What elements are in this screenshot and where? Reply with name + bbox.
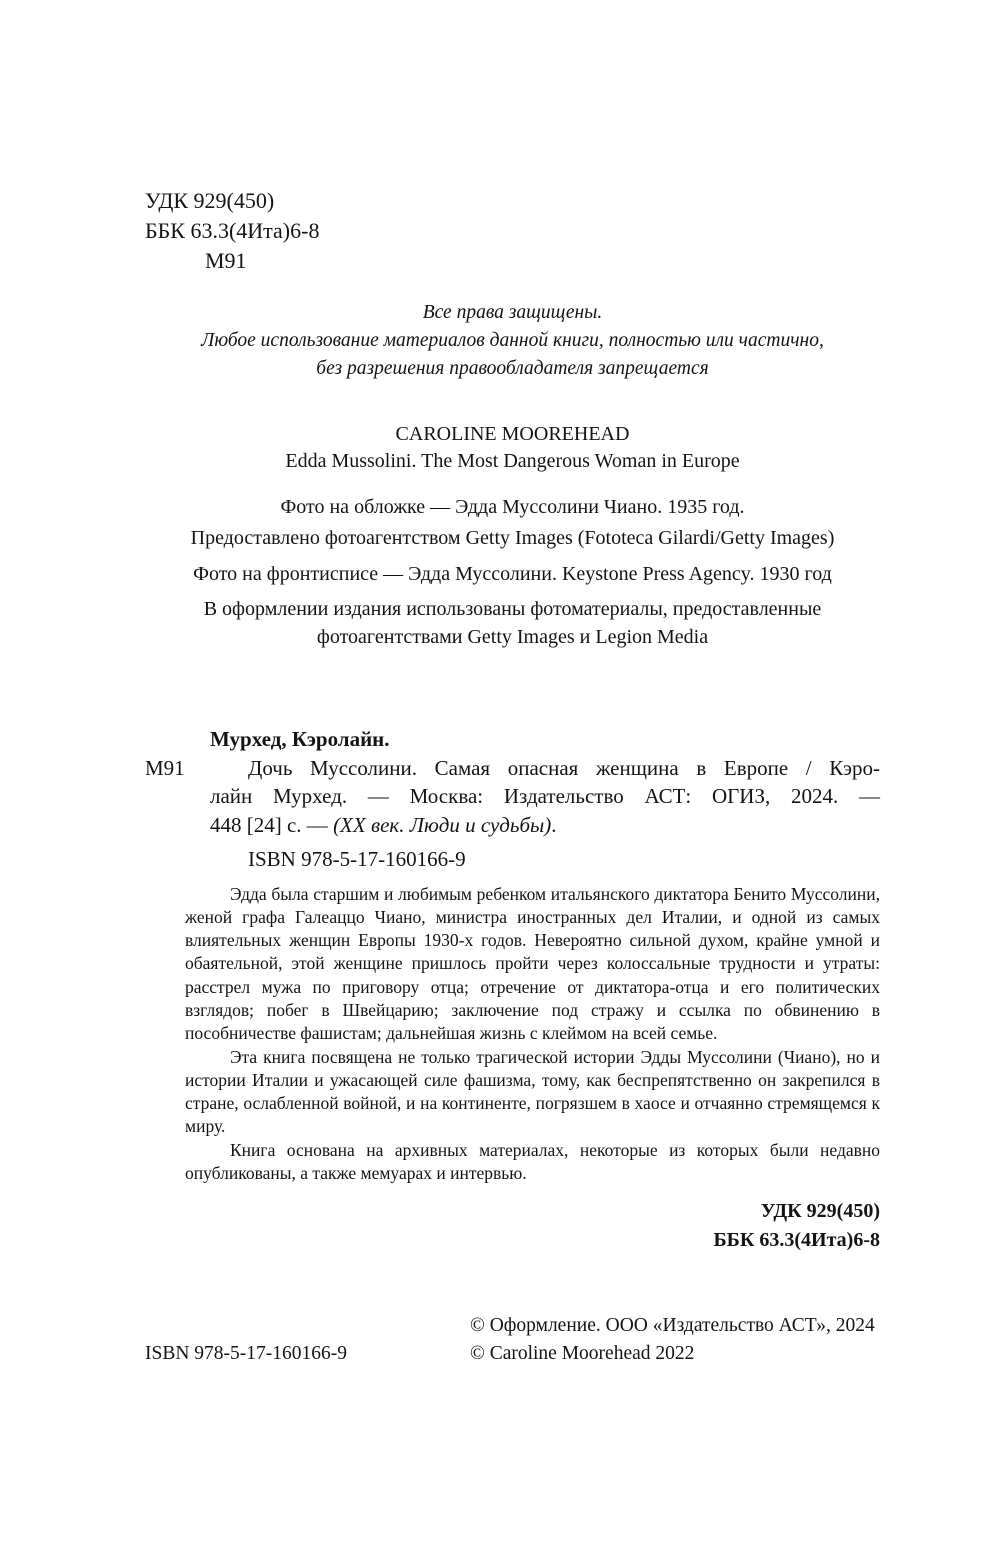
bbk-top-label: ББК 63.3(4Ита)6-8 [145, 218, 320, 243]
rights-line-3: без разрешения правообладателя запрещается [316, 358, 709, 379]
design-credit-line-2: фотоагентствами Getty Images и Legion Media [316, 626, 709, 648]
catalog-line-3 [210, 811, 880, 840]
design-credit [145, 595, 880, 651]
catalog-line-3-end: . [551, 812, 557, 837]
copyright-author: © Caroline Moorehead 2022 [470, 1343, 695, 1364]
original-edition-block [145, 421, 880, 475]
cover-photo-credit-line-2: Предоставлено фотоагентством Getty Images (Fototeca Gilardi/Getty Images) [190, 527, 835, 549]
book-code-top: М91 [205, 248, 247, 273]
design-credit-line-1: В оформлении издания использованы фотоматериалы, предоставленные [203, 598, 822, 620]
catalog-pages: 448 [24] с. — [210, 812, 334, 837]
original-title: Edda Mussolini. The Most Dangerous Woman in Europe [285, 450, 740, 472]
rights-line-2: Любое использование материалов данной книги, полностью или частично, [201, 330, 824, 351]
catalog-author: Мурхед, Кэролайн. [210, 727, 390, 751]
frontispiece-credit [145, 559, 880, 590]
annotation-paragraph-3: Книга основана на архивных материалах, некоторые из которых были недавно опубликованы, а также мемуарах и интервью. [185, 1139, 880, 1184]
annotation-paragraph-1: Эдда была старшим и любимым ребенком итальянского диктатора Бенито Муссолини, женой графа Галеаццо Чиано, министра иностранных дел Италии, и одной из самых влиятельных женщин Европы 1930-х годов. Невероятно сильной духом, крайне умной и обаятельной, этой женщине пришлось пройти через колоссальные трудности и утраты: расстрел мужа по приговору отца; отречение от диктатора-отца и его политических взглядов; побег в Швейцарию; заключение под стражу и ссылка по обвинению в пособничестве фашистам; дальнейшая жизнь с клеймом на всей семье. [185, 883, 880, 1044]
catalog-book-code: М91 [145, 755, 185, 780]
rights-line-1: Все права защищены. [422, 302, 603, 323]
catalog-isbn: ISBN 978-5-17-160166-9 [248, 847, 466, 871]
bottom-codes-block [145, 1197, 880, 1255]
original-author: CAROLINE MOOREHEAD [395, 423, 630, 445]
copyright-block [470, 1312, 880, 1368]
footer-block [145, 1312, 880, 1368]
bbk-bottom-label: ББК 63.3(4Ита)6-8 [713, 1229, 880, 1252]
catalog-entry [145, 725, 880, 874]
catalog-line-1: Дочь Муссолини. Самая опасная женщина в Европе / Кэро- [248, 755, 880, 780]
rights-notice [145, 299, 880, 383]
catalog-series: (ХХ век. Люди и судьбы) [333, 812, 552, 837]
catalog-description [210, 754, 880, 840]
udk-bottom-label: УДК 929(450) [760, 1200, 880, 1223]
copyright-design: © Оформление. ООО «Издательство АСТ», 2024 [470, 1315, 875, 1336]
udk-top-label: УДК 929(450) [145, 188, 275, 213]
cover-photo-credit [145, 492, 880, 554]
catalog-line-2: лайн Мурхед. — Москва: Издательство АСТ: ОГИЗ, 2024. — [210, 784, 880, 808]
annotation-paragraph-2: Эта книга посвящена не только трагической истории Эдды Муссолини (Чиано), но и истории Италии и ужасающей силе фашизма, тому, как беспрепятственно он закрепился в стране, ослабленной войной, и на континенте, погрязшем в хаосе и отчаянно стремящемся к миру. [185, 1046, 880, 1137]
top-codes-block [145, 186, 880, 276]
isbn-bottom: ISBN 978-5-17-160166-9 [145, 1343, 348, 1364]
frontispiece-credit-line: Фото на фронтисписе — Эдда Муссолини. Keystone Press Agency. 1930 год [193, 563, 832, 585]
annotation-block [185, 883, 880, 1186]
cover-photo-credit-line-1: Фото на обложке — Эдда Муссолини Чиано. 1935 год. [280, 496, 745, 518]
